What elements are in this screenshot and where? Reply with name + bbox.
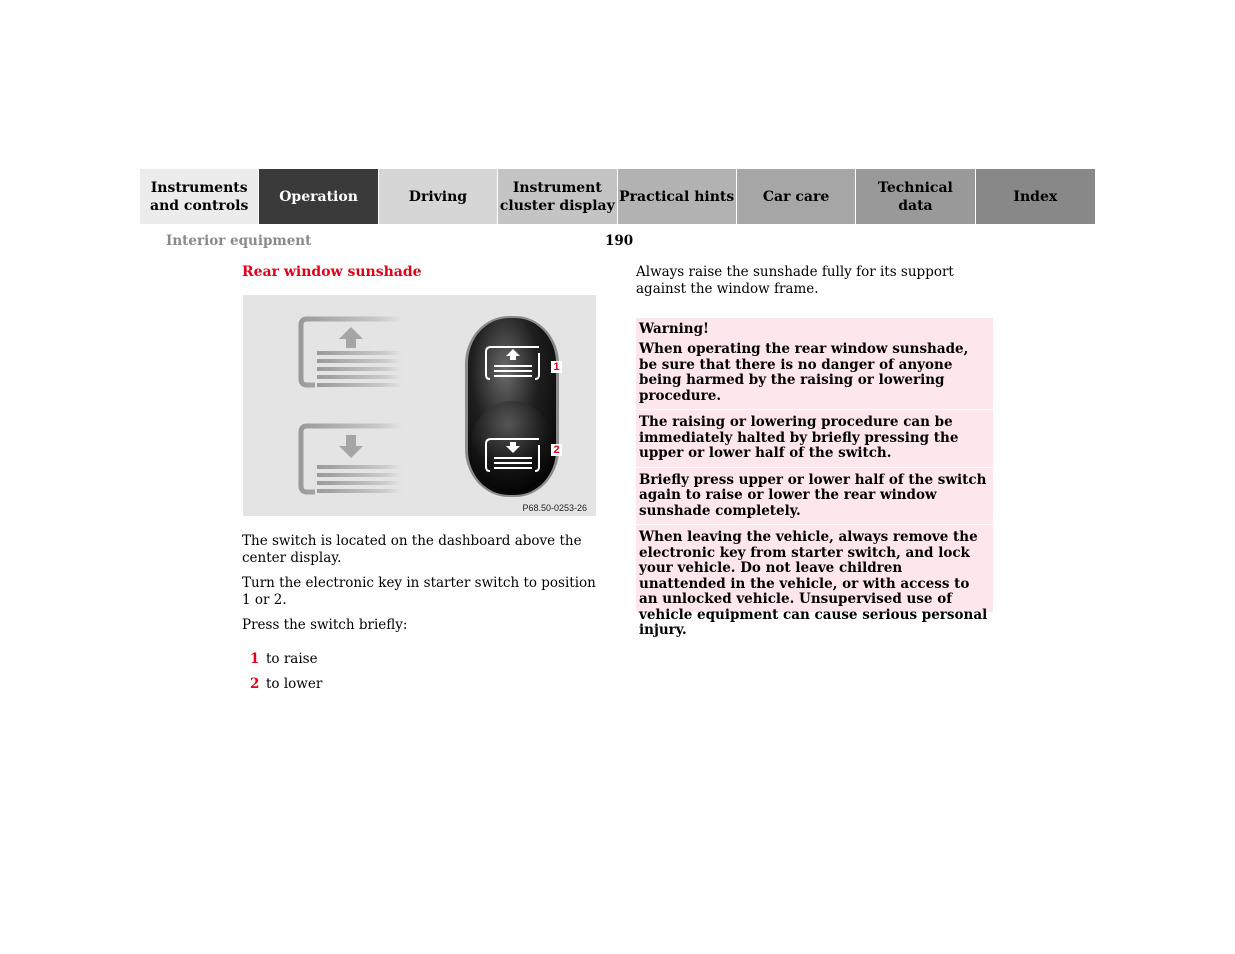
step-number: 2 [250,676,260,692]
sunshade-note: Always raise the sunshade fully for its support against the window frame. [636,264,954,297]
lower-symbol-icon [301,426,403,493]
rocker-switch-icon [465,316,559,497]
tab-practical-hints[interactable]: Practical hints [618,169,737,224]
warning-title: Warning! [639,321,709,337]
page-number: 190 [605,233,634,249]
tab-instrument-cluster-display[interactable]: Instrument cluster display [498,169,617,224]
tab-car-care[interactable]: Car care [737,169,856,224]
tab-technical-data[interactable]: Technical data [856,169,975,224]
raise-symbol-icon [301,319,403,387]
callout-1: 1 [551,361,562,373]
instructions [242,533,602,642]
chapter-tabs [140,169,1095,224]
step-text: to lower [266,676,323,692]
figure-code: P68.50-0253-26 [522,503,587,513]
warning-paragraph: Briefly press upper or lower half of the switch again to raise or lower the rear window sunshade completely. [636,467,993,525]
sunshade-switch-figure [243,295,596,516]
step-item [242,651,318,668]
switch-illustration [243,295,596,516]
step-text: to raise [266,651,318,667]
warning-paragraph: When leaving the vehicle, always remove the electronic key from starter switch, and lock your vehicle. Do not leave children unattended in the vehicle, or with access to an unlocked vehicle. Unsupervised use of vehicle equipment can cause serious personal injury. [636,524,993,644]
tab-instruments-and-controls[interactable]: Instruments and controls [140,169,259,224]
paragraph-key: Turn the electronic key in starter switch to position 1 or 2. [242,575,596,608]
step-number: 1 [250,651,260,667]
paragraph-location: The switch is located on the dashboard above the center display. [242,533,582,566]
step-item [242,676,322,693]
warning-paragraph: When operating the rear window sunshade, be sure that there is no danger of anyone being harmed by the raising or lowering procedure. [639,341,969,404]
paragraph-press: Press the switch briefly: [242,617,408,633]
tab-driving[interactable]: Driving [379,169,498,224]
warning-box [636,318,993,638]
warning-paragraph: The raising or lowering procedure can be immediately halted by briefly pressing the upper or lower half of the switch. [636,409,993,467]
callout-2: 2 [551,444,562,456]
section-title: Interior equipment [166,233,312,249]
tab-operation[interactable]: Operation [259,169,378,224]
tab-index[interactable]: Index [976,169,1095,224]
page-heading: Rear window sunshade [242,264,422,280]
